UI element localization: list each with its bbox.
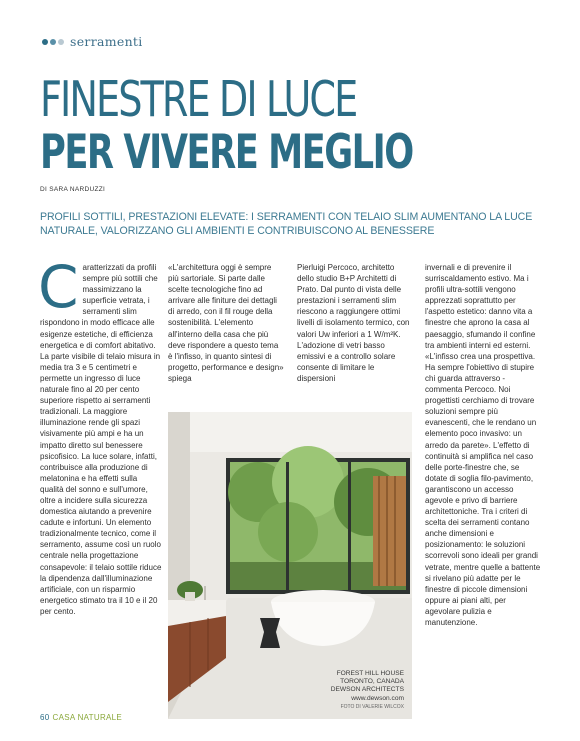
byline: DI SARA NARDUZZI [40,186,106,193]
rubric-dot-2 [50,39,56,45]
rubric-dot-3 [58,39,64,45]
title-line-1: FINESTRE DI LUCE [40,71,357,128]
caption-line-3: DEWSON ARCHITECTS [330,686,404,694]
body-column-3 [297,262,413,384]
dropcap: C [38,253,79,321]
rubric-dot-1 [42,39,48,45]
body-column-1 [38,253,162,712]
magazine-name: CASA NATURALE [52,713,123,722]
caption-website[interactable]: www.dewson.com [351,694,404,702]
photo-credit: FOTO DI VALERIE WILCOX [340,703,404,710]
rubric-label: serramenti [70,34,143,49]
title-line-2: PER VIVERE MEGLIO [40,125,413,180]
page-footer [40,713,122,722]
body-text-3: Pierluigi Percoco, architetto dello studio B+P Architetti di Prato. Dal punto di vista delle prestazioni i serramenti slim riescono a raggiungere ottimi livelli di isolamento termico, con valori Uw inferiori a 1 W/m²K. L'adozione di vetri basso emissivi e a controllo solare consente di limitare le dispersioni [297,263,410,383]
body-text-2: «L'architettura oggi è sempre più sartoriale. Si parte dalle scelte tecnologiche fino ad arrivare alle finiture dei dettagli di arredo, con il fil rouge della sostenibilità. L'elemento all'interno della casa che più deve rispondere a questo tema è l'infisso, in quanto sintesi di progetto, performance e design» spiega [168,263,284,383]
photo-caption [331,670,404,711]
lead-paragraph: PROFILI SOTTILI, PRESTAZIONI ELEVATE: I SERRAMENTI CON TELAIO SLIM AUMENTANO LA LUCE NATURALE, VALORIZZANO GLI AMBIENTI E CONTRIBUISCONO AL BENESSERE [40,211,533,237]
caption-line-1: FOREST HILL HOUSE [336,669,404,677]
body-text-1: aratterizzati da profili sempre più sottili che massimizzano la superficie vetrata, i serramenti slim rispondono in modo efficace alle esigenze estetiche, di efficienza energetica e di comfort abitativo. La parte visibile di telaio misura in media tra 3 e 5 centimetri e permette un ingresso di luce naturale fino al 20 per cento superiore rispetto ai serramenti tradizionali. La maggiore illuminazione rende gli spazi visivamente più ampi e ha un impatto diretto sul benessere psicofisico. La luce solare, infatti, contribuisce alla produzione di melatonina e ha effetti sulla qualità del sonno e sull'umore, oltre a incidere sulla sicurezza domestica aiutando a prevenire cadute e infortuni. Un elemento tradizionalmente tecnico, come il serramento, assume così un ruolo centrale nella progettazione consapevole: il telaio sottile riduce la dipendenza dall'illuminazione artificiale, con un risparmio energetico stimato tra il 10 e il 20 per cento. [40,263,162,616]
page-number: 60 [40,713,50,722]
caption-line-2: TORONTO, CANADA [340,678,404,686]
body-column-2 [168,262,284,384]
section-rubric [42,34,143,49]
article-title [40,71,550,180]
body-text-4: invernali e di prevenire il surriscaldamento estivo. Ma i profili ultra-sottili vengono apprezzati soprattutto per l'aspetto estetico: danno vita a finestre che aprono la casa al paesaggio, sfumando il confine tra ambienti interni ed esterni. «L'infisso crea una prospettiva. Ha sempre l'obiettivo di stupire chi guarda attraverso - commenta Percoco. Noi progettisti cerchiamo di trovare soluzioni sempre più evanescenti, che le rendano un elemento poco invasivo: un arredo da parete». L'effetto di continuità si amplifica nel caso delle porte-finestre che, se dotate di soglia filo-pavimento, garantiscono un accesso agevole e privo di barriere architettoniche. Tra i criteri di scelta dei serramenti contano anche dimensioni e posizionamento: le soluzioni scorrevoli sono ideali per grandi vetrate, mentre quelle a battente si rivelano più adatte per le finestre di piccole dimensioni oppure ai piani alti, per agevolare pulizia e manutenzione. [425,263,541,627]
body-column-4 [425,262,543,628]
bathroom-photo [168,412,412,719]
